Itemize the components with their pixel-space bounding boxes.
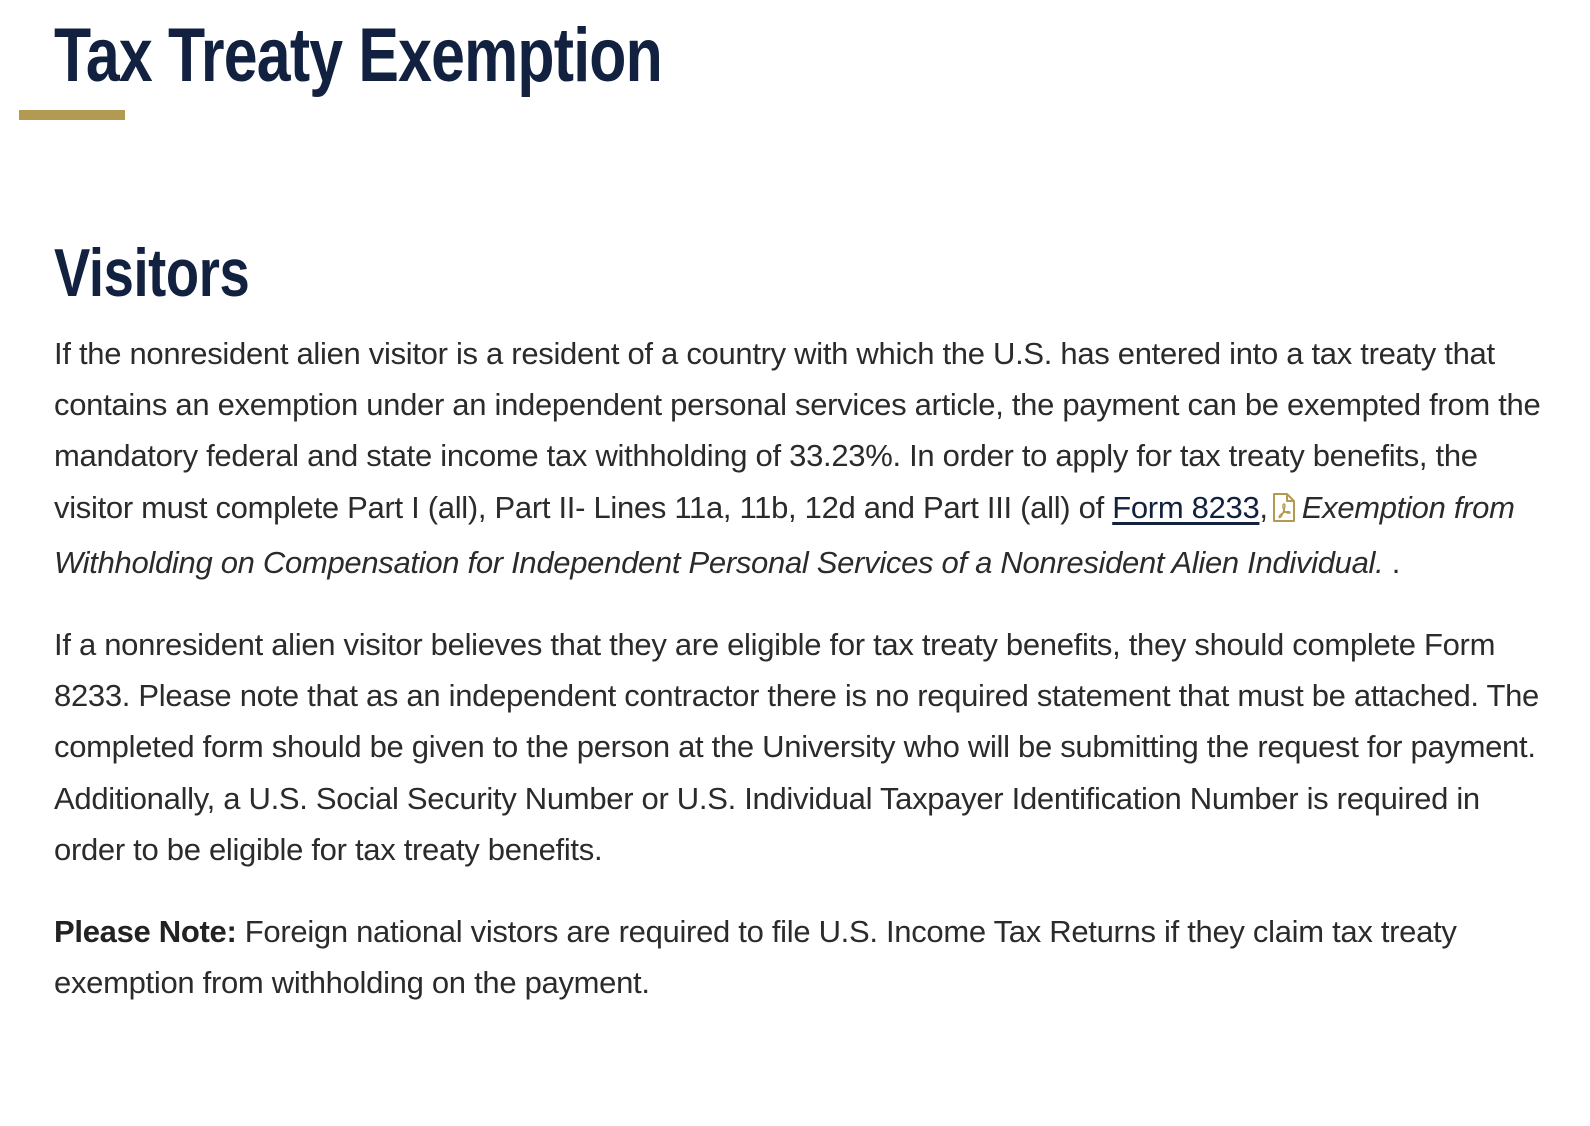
page-title: Tax Treaty Exemption	[54, 13, 662, 98]
section-heading: Visitors	[54, 235, 250, 311]
title-underline	[19, 110, 125, 120]
pdf-file-icon[interactable]	[1272, 486, 1296, 537]
note-text: Foreign national vistors are required to file U.S. Income Tax Returns if they claim tax treaty exemption from withholding on the payment.	[54, 914, 1457, 1001]
paragraph-treaty-exemption	[54, 328, 1554, 588]
paragraph-intro-text: If the nonresident alien visitor is a resident of a country with which the U.S. has entered into a tax treaty that contains an exemption under an independent personal services article, the payment can be exempted from the mandatory federal and state income tax withholding of 33.23%. In order to apply for tax treaty benefits, the visitor must complete Part I (all), Part II- Lines 11a, 11b, 12d and Part III (all) of	[54, 336, 1541, 525]
section-content	[54, 328, 1554, 1039]
link-comma: ,	[1259, 489, 1268, 525]
form-8233-link[interactable]: Form 8233	[1112, 489, 1260, 525]
note-label: Please Note:	[54, 914, 237, 950]
please-note-paragraph	[54, 906, 1554, 1008]
paragraph-ending: .	[1383, 544, 1401, 580]
paragraph-eligibility: If a nonresident alien visitor believes that they are eligible for tax treaty benefits, they should complete Form 8233. Please note that as an independent contractor there is no required statement that must be attached. The completed form should be given to the person at the University who will be submitting the request for payment. Additionally, a U.S. Social Security Number or U.S. Individual Taxpayer Identification Number is required in order to be eligible for tax treaty benefits.	[54, 627, 1539, 867]
form-title: Exemption from Withholding on Compensation for Independent Personal Services of a Nonresident Alien Individual.	[54, 489, 1515, 580]
